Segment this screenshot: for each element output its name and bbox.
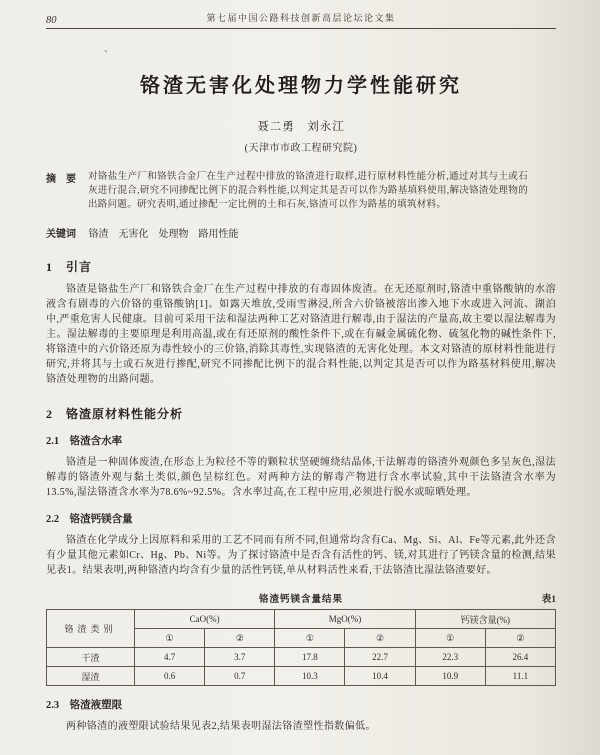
cell: 26.4 [485, 648, 555, 667]
cell: 22.3 [415, 648, 485, 667]
table-number-label: 表1 [541, 595, 556, 605]
abstract-label: 摘 要 [46, 174, 76, 185]
section-2-3-heading: 2.3 铬渣液塑限 [46, 700, 123, 711]
col-group-camg: 钙镁含量(%) [415, 610, 555, 629]
subcol-1: ① [415, 629, 485, 648]
subcol-1: ① [135, 629, 205, 648]
section-1-heading: 1 引言 [46, 260, 93, 274]
table-row [47, 648, 556, 667]
section-2-1-heading: 2.1 铬渣含水率 [46, 436, 123, 447]
table-ca-mg-content [46, 609, 556, 686]
section-2-1-paragraph: 铬渣是一种固体废渣,在形态上为粒径不等的颗粒状坚硬缠绕结晶体,干法解毒的铬渣外观颜色多呈灰色,湿法解毒的铬渣外观与黏土类似,颜色呈棕红色。对两种方法的解毒产物进行含水率试验,其中干法铬渣含水率为13.5%,湿法铬渣含水率为78.6%~92.5%。含水率过高,在工程中应用,必须进行脱水或晾晒处理。 [46, 457, 556, 498]
scan-artifact: 、 [104, 44, 114, 55]
cell: 11.1 [485, 667, 555, 686]
keywords-label: 关键词 [46, 229, 76, 240]
row-name: 湿渣 [47, 667, 135, 686]
cell: 0.6 [135, 667, 205, 686]
subcol-2: ② [345, 629, 415, 648]
abstract-block [46, 170, 556, 212]
cell: 0.7 [205, 667, 275, 686]
cell: 10.3 [275, 667, 345, 686]
paper-title: 铬渣无害化处理物力学性能研究 [140, 75, 462, 97]
section-2-2-paragraph: 铬渣在化学成分上因原料和采用的工艺不同而有所不同,但通常均含有Ca、Mg、Si、Al、Fe等元素,此外还含有少量其他元素如Cr、Hg、Pb、Ni等。为了探讨铬渣中是否含有活性的钙、镁,对其进行了钙镁含量的检测,结果见表1。结果表明,两种铬渣内均含有少量的活性钙镁,单从材料活性来看,干法铬渣比湿法铬渣要好。 [46, 535, 556, 576]
col-group-mgo: MgO(%) [275, 610, 415, 629]
authors: 聂二勇 刘永江 [257, 121, 345, 133]
cell: 3.7 [205, 648, 275, 667]
table-corner-cell: 铬渣类别 [47, 610, 135, 648]
page-header [46, 10, 556, 29]
subcol-2: ② [485, 629, 555, 648]
subcol-2: ② [205, 629, 275, 648]
col-group-cao: CaO(%) [135, 610, 275, 629]
page-number: 80 [46, 15, 57, 26]
cell: 4.7 [135, 648, 205, 667]
keywords-text: 铬渣 无害化 处理物 路用性能 [88, 229, 239, 240]
abstract-text: 对铬盐生产厂和铬铁合金厂在生产过程中排放的铬渣进行取样,进行原材料性能分析,通过对其与土或石灰进行混合,研究不同掺配比例下的混合料性能,以判定其是否可以作为路基填料使用,解决铬渣处理物的出路问题。研究表明,通过掺配一定比例的土和石灰,铬渣可以作为路基的填筑材料。 [88, 172, 528, 210]
proceedings-title: 第七届中国公路科技创新高层论坛论文集 [206, 13, 396, 23]
cell: 10.9 [415, 667, 485, 686]
cell: 17.8 [275, 648, 345, 667]
section-2-3-paragraph: 两种铬渣的液塑限试验结果见表2,结果表明湿法铬渣塑性指数偏低。 [66, 721, 376, 732]
subcol-1: ① [275, 629, 345, 648]
row-name: 干渣 [47, 648, 135, 667]
section-2-heading: 2 铬渣原材料性能分析 [46, 407, 184, 421]
keywords-block [46, 225, 556, 240]
table-row [47, 667, 556, 686]
affiliation: (天津市市政工程研究院) [244, 143, 358, 154]
table-header-row-groups [47, 610, 556, 629]
cell: 10.4 [345, 667, 415, 686]
table-caption-text: 铬渣钙镁含量结果 [258, 595, 343, 605]
cell: 22.7 [345, 648, 415, 667]
section-2-2-heading: 2.2 铬渣钙镁含量 [46, 514, 133, 525]
section-1-paragraph: 铬渣是铬盐生产厂和铬铁合金厂在生产过程中排放的有毒固体废渣。在无还原剂时,铬渣中重铬酸钠的水溶液含有剧毒的六价铬的重铬酸钠[1]。如露天堆放,受雨雪淋浸,所含六价铬被溶出渗入地下水或进入河流、湖泊中,严重危害人民健康。目前可采用干法和湿法两种工艺对铬渣进行解毒,由于湿法的产量高,故主要以湿法解毒为主。湿法解毒的主要原理是利用高温,或在有还原剂的酸性条件下,或在有碱金属硫化物、硫氢化物的碱性条件下,将铬渣中的六价铬还原为毒性较小的三价铬,消除其毒性,实现铬渣的无害化处理。本文对铬渣的原材料性能进行研究,并将其与土或石灰进行掺配,研究不同掺配比例下的混合料性能,以判定其是否可以作为路基材料使用,解决铬渣处理物的出路问题。 [46, 284, 556, 385]
table-caption [46, 591, 556, 605]
